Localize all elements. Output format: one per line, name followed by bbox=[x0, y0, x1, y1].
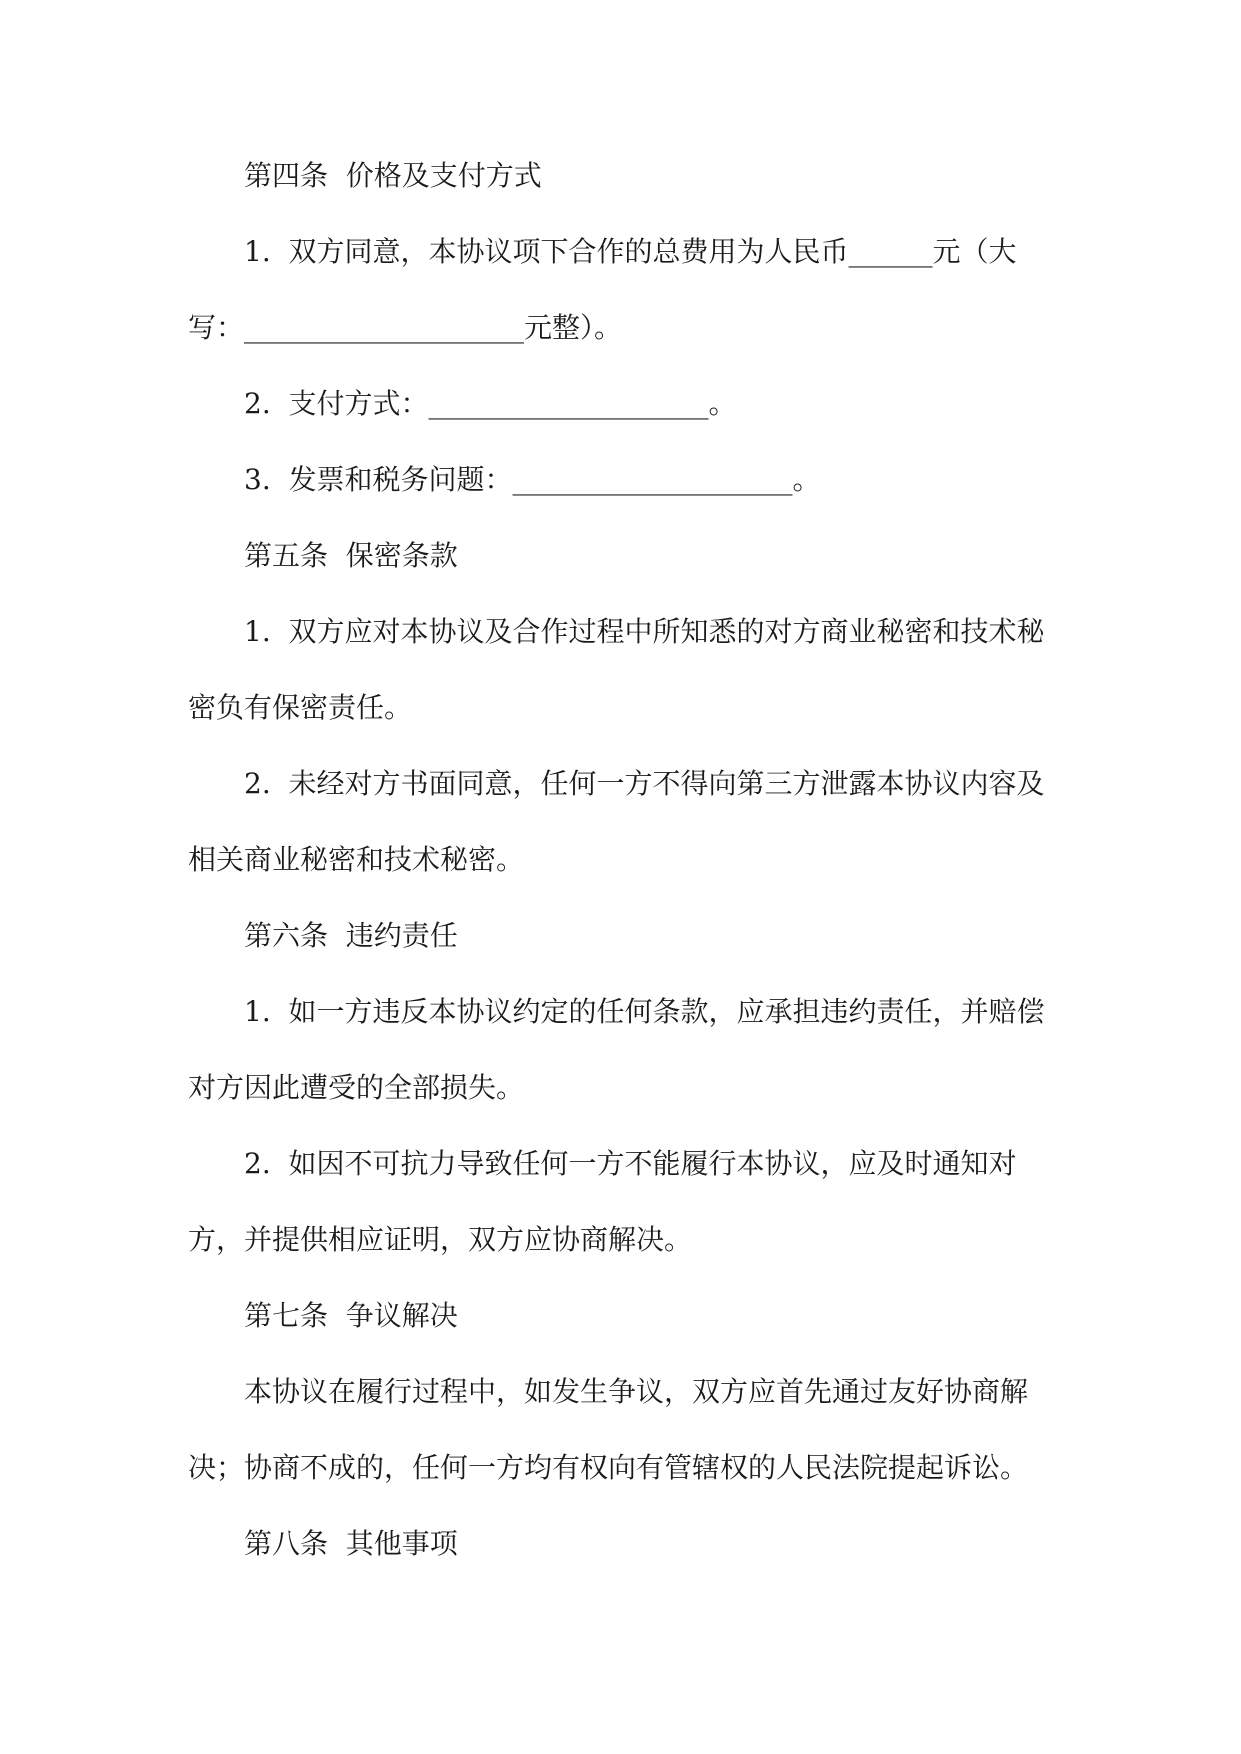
clause-4-2: 2. 支付方式：____________________。 bbox=[244, 387, 737, 420]
clause-4-3: 3. 发票和税务问题：____________________。 bbox=[244, 463, 821, 496]
clause-7-body: 本协议在履行过程中，如发生争议，双方应首先通过友好协商解决；协商不成的，任何一方均有权向有管辖权的人民法院提起诉讼。 bbox=[188, 1375, 1029, 1484]
clause-4-1: 1. 双方同意，本协议项下合作的总费用为人民币______元（大写：____________________元整）。 bbox=[188, 235, 1017, 344]
section-heading-8: 第八条 其他事项 bbox=[244, 1527, 458, 1560]
clause-5-2: 2. 未经对方书面同意，任何一方不得向第三方泄露本协议内容及相关商业秘密和技术秘密。 bbox=[188, 767, 1045, 876]
clause-6-2: 2. 如因不可抗力导致任何一方不能履行本协议，应及时通知对方，并提供相应证明，双方应协商解决。 bbox=[188, 1147, 1017, 1256]
section-heading-4: 第四条 价格及支付方式 bbox=[244, 159, 542, 192]
clause-5-1: 1. 双方应对本协议及合作过程中所知悉的对方商业秘密和技术秘密负有保密责任。 bbox=[188, 615, 1045, 724]
section-heading-6: 第六条 违约责任 bbox=[244, 919, 458, 952]
document-body bbox=[188, 138, 1053, 1582]
section-heading-7: 第七条 争议解决 bbox=[244, 1299, 458, 1332]
section-heading-5: 第五条 保密条款 bbox=[244, 539, 458, 572]
clause-6-1: 1. 如一方违反本协议约定的任何条款，应承担违约责任，并赔偿对方因此遭受的全部损失。 bbox=[188, 995, 1045, 1104]
